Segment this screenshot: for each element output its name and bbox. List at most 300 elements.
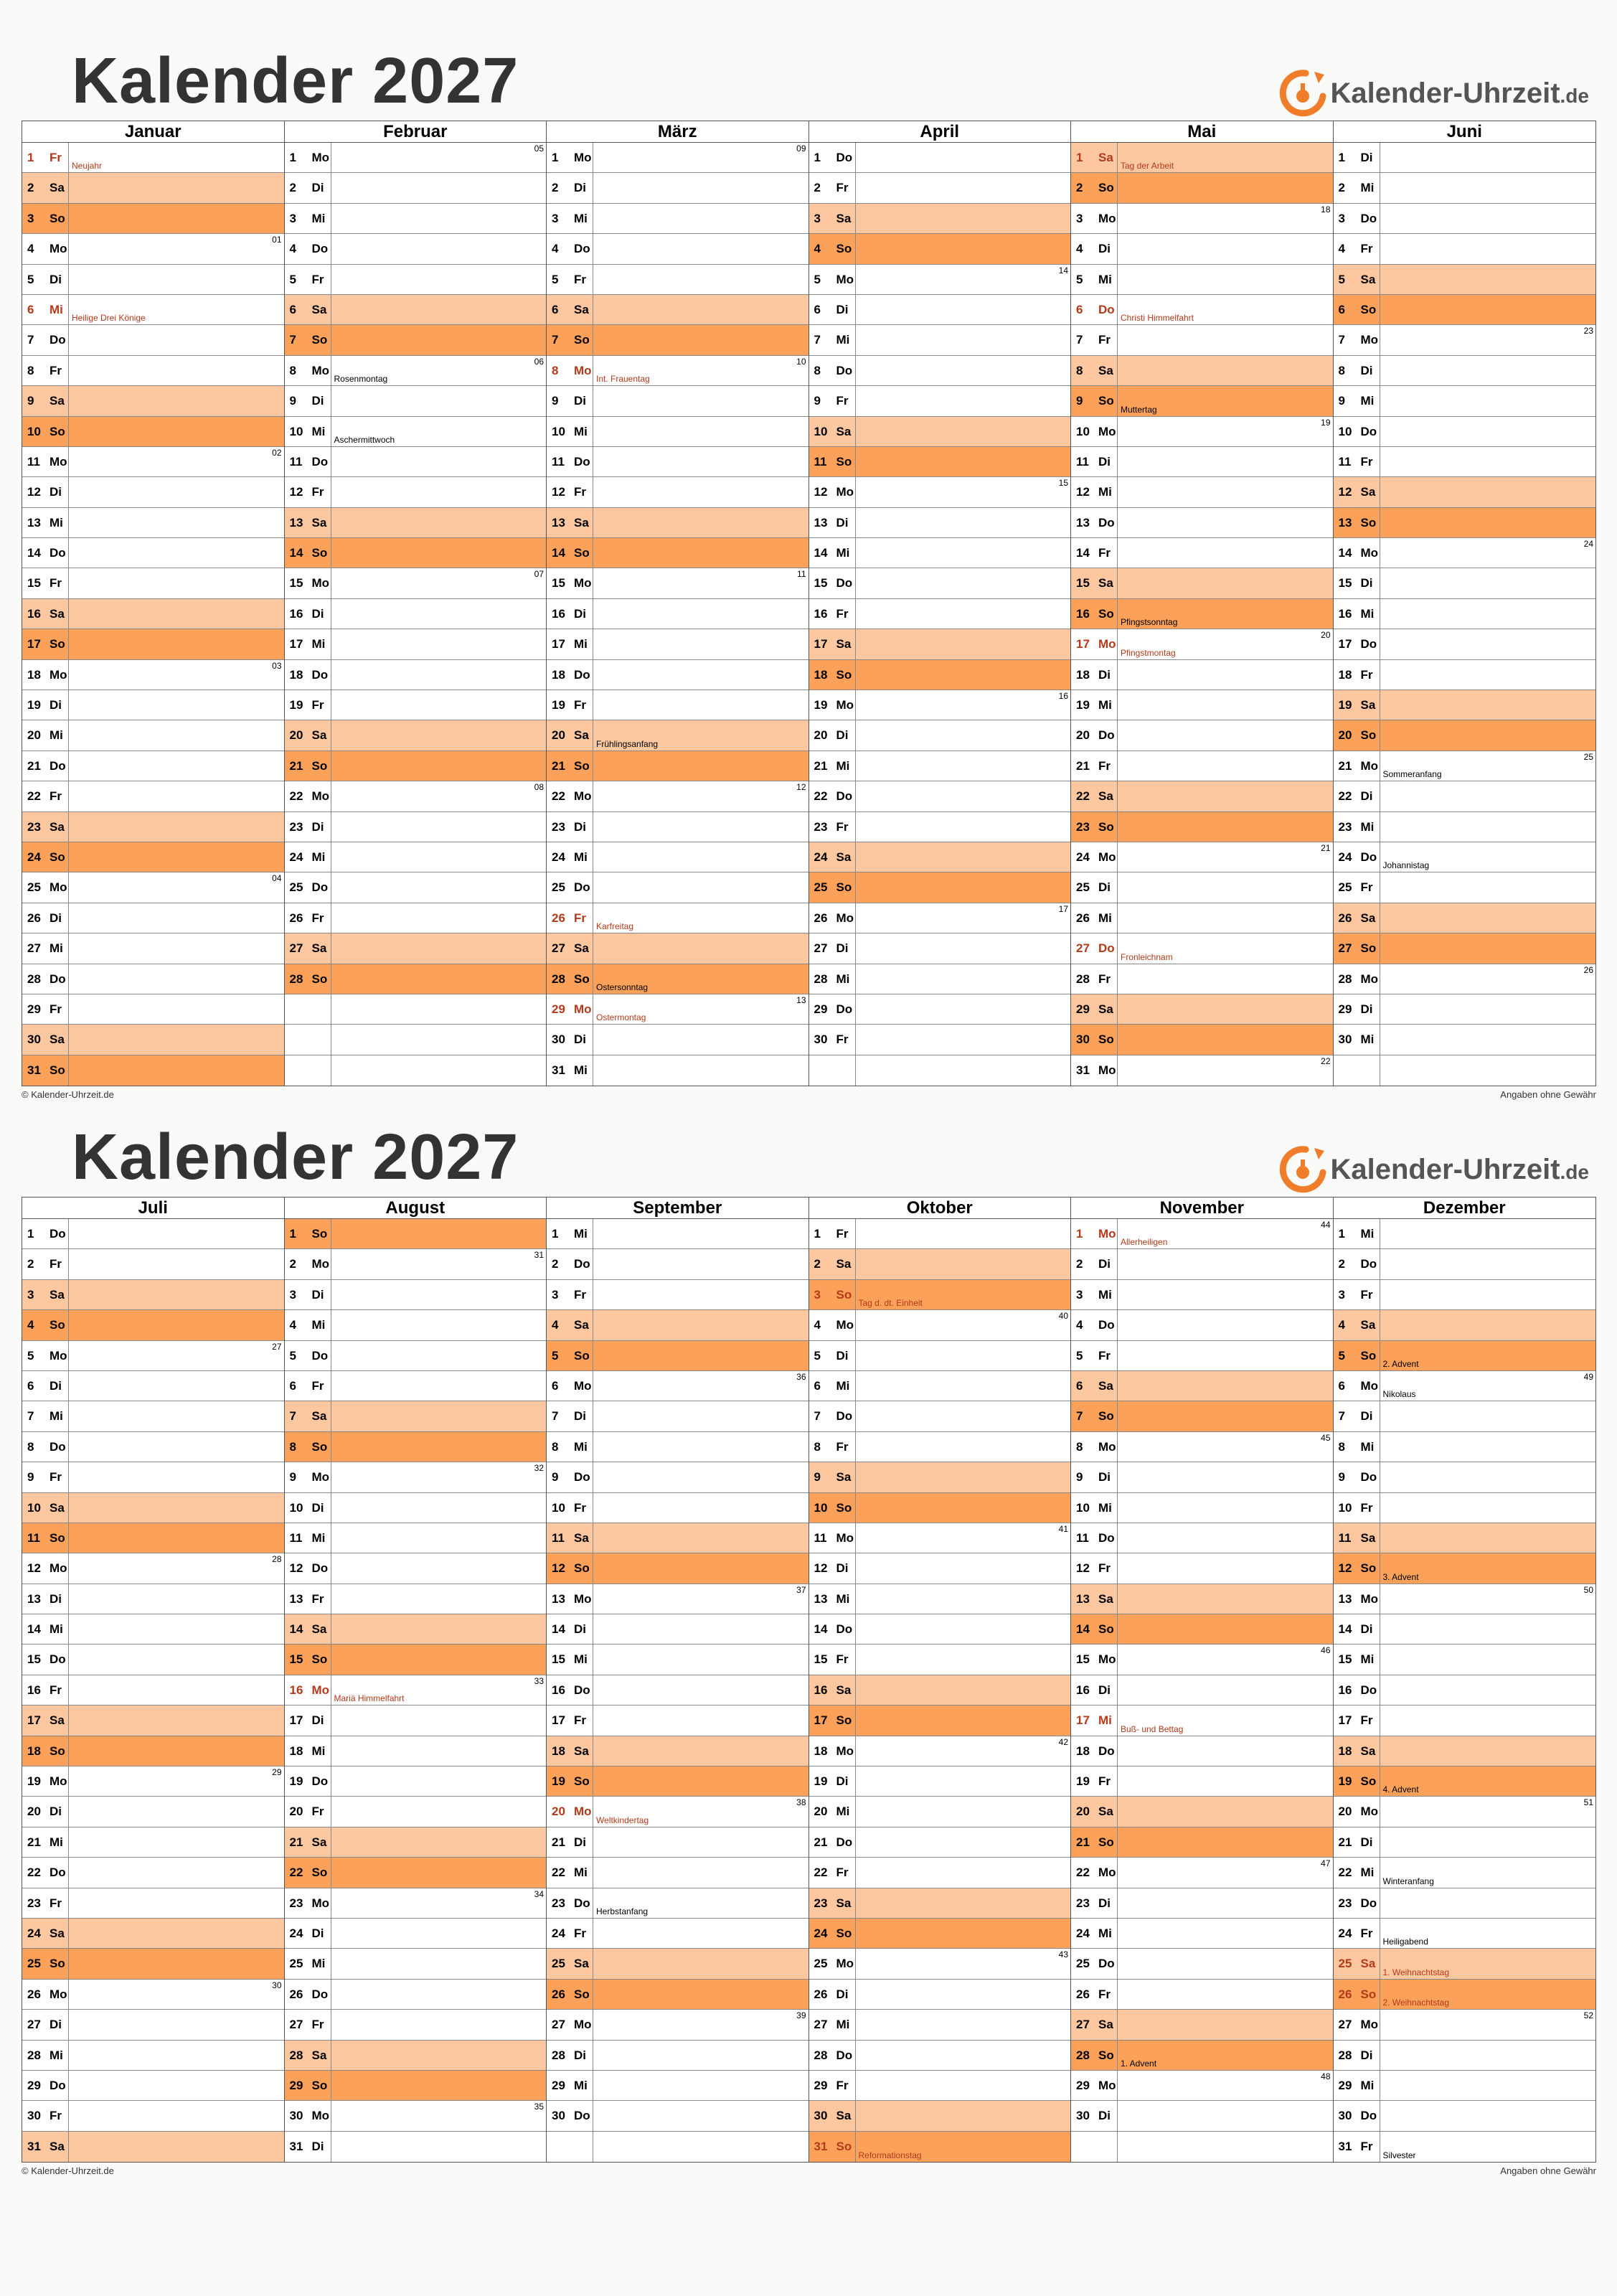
day-number: 27 — [27, 941, 41, 956]
day-row — [1071, 842, 1333, 872]
weekday: Di — [311, 606, 324, 621]
month-column — [1071, 121, 1334, 1086]
weekday: Mo — [1098, 1439, 1116, 1454]
day-number: 23 — [552, 819, 565, 834]
day-label-cell — [547, 1055, 593, 1086]
day-label-cell — [809, 1371, 856, 1401]
day-label-cell — [1071, 629, 1118, 659]
day-row — [285, 1341, 547, 1371]
day-number: 3 — [1076, 211, 1083, 225]
day-number: 29 — [289, 2078, 303, 2092]
day-label-cell — [1071, 933, 1118, 963]
footer-copyright: © Kalender-Uhrzeit.de — [22, 2165, 114, 2176]
day-row — [809, 1055, 1071, 1086]
holiday-label: Frühlingsanfang — [596, 738, 659, 749]
day-number: 10 — [1338, 424, 1352, 438]
weekday: Sa — [574, 302, 589, 316]
day-number: 28 — [1076, 971, 1090, 986]
day-note-cell — [331, 477, 547, 507]
holiday-label: Ostersonntag — [596, 982, 649, 992]
weekday: Do — [1360, 1896, 1377, 1910]
day-note-cell — [69, 994, 284, 1024]
day-row — [547, 1614, 808, 1645]
day-number: 12 — [1338, 485, 1352, 499]
day-row — [1071, 1888, 1333, 1919]
day-label-cell — [547, 1705, 593, 1735]
day-note-cell — [331, 1645, 547, 1674]
day-number: 4 — [1076, 1318, 1083, 1332]
week-number: 44 — [1321, 1220, 1331, 1230]
weekday: Mi — [1360, 1032, 1375, 1047]
day-row — [809, 1493, 1071, 1523]
weekday: Do — [1360, 850, 1377, 864]
day-note-cell — [593, 1858, 808, 1887]
day-number: 14 — [552, 1622, 565, 1637]
day-label-cell — [809, 325, 856, 354]
day-number: 7 — [27, 333, 34, 347]
day-number: 31 — [27, 1063, 41, 1077]
day-row — [809, 1949, 1071, 1979]
weekday: Fr — [50, 1002, 62, 1016]
day-row — [809, 629, 1071, 659]
weekday: Sa — [50, 1713, 65, 1728]
holiday-label: Heilige Drei Könige — [72, 313, 146, 324]
day-note-cell — [593, 1371, 808, 1401]
day-number: 27 — [1338, 2018, 1352, 2032]
day-note-cell — [1118, 386, 1333, 415]
weekday: So — [1098, 1032, 1114, 1047]
day-row — [809, 720, 1071, 751]
weekday: Do — [574, 2109, 590, 2123]
day-label-cell — [547, 1980, 593, 2009]
weekday: Sa — [1360, 1318, 1376, 1332]
weekday: So — [50, 1744, 65, 1758]
day-number: 7 — [1076, 333, 1083, 347]
day-number: 10 — [552, 1500, 565, 1515]
day-number: 1 — [289, 1227, 296, 1241]
weekday: Do — [1098, 1744, 1115, 1758]
day-note-cell — [1380, 508, 1596, 537]
day-number: 6 — [289, 302, 296, 316]
day-number: 26 — [1338, 911, 1352, 925]
day-number: 25 — [1338, 880, 1352, 895]
day-label-cell — [22, 629, 69, 659]
day-note-cell — [331, 1827, 547, 1857]
weekday: Di — [836, 302, 849, 316]
weekday: Mo — [836, 272, 854, 286]
day-note-cell — [1380, 1523, 1596, 1553]
day-number: 19 — [1076, 698, 1090, 712]
day-number: 21 — [289, 758, 303, 773]
day-note-cell — [331, 1249, 547, 1279]
day-number: 28 — [27, 2048, 41, 2062]
weekday: So — [50, 1957, 65, 1971]
weekday: So — [836, 880, 852, 895]
day-row — [1334, 568, 1596, 598]
day-label-cell — [1071, 2101, 1118, 2130]
day-number: 10 — [289, 1500, 303, 1515]
day-note-cell — [1118, 204, 1333, 233]
day-number: 3 — [289, 211, 296, 225]
day-row — [809, 447, 1071, 477]
day-label-cell — [22, 660, 69, 690]
day-number: 7 — [289, 1409, 296, 1424]
day-row — [1071, 417, 1333, 447]
day-row — [547, 204, 808, 234]
day-note-cell — [1118, 1371, 1333, 1401]
day-row — [547, 356, 808, 386]
weekday: Sa — [1360, 485, 1376, 499]
day-note-cell — [1380, 1249, 1596, 1279]
weekday: Mi — [836, 333, 850, 347]
week-number: 08 — [534, 782, 544, 793]
day-number: 18 — [552, 667, 565, 682]
weekday: Di — [1360, 151, 1373, 164]
day-row — [22, 1705, 284, 1736]
day-row — [285, 265, 547, 295]
day-note-cell — [331, 508, 547, 537]
day-row — [285, 477, 547, 507]
day-note-cell — [1380, 1219, 1596, 1248]
month-column — [547, 121, 809, 1086]
day-number: 8 — [814, 1439, 821, 1454]
day-number: 9 — [1076, 394, 1083, 408]
day-number: 25 — [289, 880, 303, 895]
weekday: Do — [1098, 302, 1115, 316]
day-label-cell — [22, 1462, 69, 1492]
day-row — [1334, 356, 1596, 386]
day-row — [1334, 477, 1596, 507]
day-label-cell — [285, 2041, 331, 2070]
day-label-cell — [285, 781, 331, 811]
day-number: 21 — [552, 1835, 565, 1849]
day-row — [809, 1980, 1071, 2010]
day-label-cell — [1071, 1797, 1118, 1826]
day-note-cell — [593, 538, 808, 568]
day-number: 7 — [1076, 1409, 1083, 1424]
weekday: Di — [1098, 454, 1111, 469]
day-note-cell — [593, 1584, 808, 1614]
day-row — [1071, 1219, 1333, 1249]
day-note-cell — [331, 720, 547, 750]
day-row — [547, 1797, 808, 1827]
day-number: 8 — [1338, 1439, 1345, 1454]
weekday: Di — [311, 1926, 324, 1940]
day-number: 18 — [552, 1744, 565, 1758]
day-number: 30 — [1338, 1032, 1352, 1047]
day-label-cell — [22, 2010, 69, 2039]
day-number: 21 — [27, 1835, 41, 1849]
week-number: 22 — [1321, 1055, 1331, 1066]
weekday: Do — [574, 1257, 590, 1271]
day-note-cell — [69, 872, 284, 902]
weekday: Mo — [50, 1348, 67, 1363]
day-row — [809, 1705, 1071, 1736]
day-row — [1334, 1371, 1596, 1401]
day-note-cell — [69, 720, 284, 750]
day-label-cell — [809, 2101, 856, 2130]
weekday: Mi — [1360, 819, 1375, 834]
day-label-cell — [1071, 1645, 1118, 1674]
day-number: 31 — [1338, 2139, 1352, 2153]
day-note-cell — [1380, 1949, 1596, 1978]
day-note-cell — [1118, 2071, 1333, 2100]
weekday: Mi — [574, 1439, 588, 1454]
day-label-cell — [547, 812, 593, 842]
weekday: Fr — [50, 789, 62, 804]
month-header: November — [1071, 1198, 1333, 1219]
day-number: 6 — [1076, 1378, 1083, 1393]
day-note-cell — [331, 690, 547, 720]
day-label-cell — [285, 447, 331, 476]
weekday: Do — [836, 1409, 853, 1424]
day-number: 11 — [552, 454, 565, 469]
day-number: 13 — [1338, 515, 1352, 530]
day-note-cell — [69, 1888, 284, 1918]
week-number: 14 — [1058, 265, 1068, 276]
day-label-cell — [1334, 1523, 1380, 1553]
day-number: 29 — [814, 2078, 828, 2092]
holiday-label: Aschermittwoch — [334, 434, 395, 445]
weekday: Di — [1098, 242, 1111, 256]
weekday: Mo — [836, 1530, 854, 1545]
day-note-cell — [331, 538, 547, 568]
day-number: 11 — [289, 454, 303, 469]
day-note-cell — [856, 1219, 1071, 1248]
weekday: So — [1098, 819, 1114, 834]
day-label-cell — [1071, 1055, 1118, 1086]
weekday: Mi — [1098, 698, 1112, 712]
day-note-cell — [856, 1919, 1071, 1948]
day-number: 4 — [1338, 1318, 1345, 1332]
day-label-cell — [1334, 1584, 1380, 1614]
day-number: 28 — [1338, 2048, 1352, 2062]
day-note-cell — [1118, 477, 1333, 507]
day-row — [1071, 1797, 1333, 1827]
day-row — [547, 1766, 808, 1797]
weekday: Sa — [836, 1257, 852, 1271]
day-number: 19 — [552, 1774, 565, 1789]
weekday: So — [574, 1561, 590, 1576]
day-number: 4 — [814, 1318, 821, 1332]
day-note-cell — [856, 325, 1071, 354]
holiday-label: Winteranfang — [1382, 1876, 1434, 1886]
day-note-cell — [1118, 1055, 1333, 1086]
day-number: 20 — [814, 728, 828, 743]
day-label-cell — [547, 1888, 593, 1918]
day-note-cell — [69, 1858, 284, 1887]
weekday: Mo — [836, 1744, 854, 1758]
weekday: Fr — [836, 1439, 849, 1454]
weekday: So — [1098, 2048, 1114, 2062]
day-note-cell — [1118, 143, 1333, 172]
day-number: 26 — [814, 1987, 828, 2001]
day-number: 9 — [1338, 1470, 1345, 1485]
day-label-cell — [547, 1371, 593, 1401]
day-note-cell — [331, 1055, 547, 1086]
weekday: Fr — [50, 576, 62, 591]
day-number: 2 — [1338, 181, 1345, 195]
day-note-cell — [1118, 720, 1333, 750]
day-row — [1334, 2071, 1596, 2101]
day-note-cell — [593, 781, 808, 811]
day-row — [1334, 325, 1596, 355]
day-number: 2 — [27, 181, 34, 195]
holiday-label: Buß- und Bettag — [1121, 1723, 1184, 1734]
weekday: Do — [311, 1774, 329, 1789]
day-row — [1334, 1493, 1596, 1523]
day-label-cell — [547, 1584, 593, 1614]
day-note-cell — [69, 447, 284, 476]
day-label-cell — [547, 143, 593, 172]
day-note-cell — [593, 1736, 808, 1766]
logo — [1277, 1141, 1589, 1198]
weekday: Di — [311, 394, 324, 408]
day-note-cell — [856, 356, 1071, 385]
day-number: 11 — [1338, 454, 1352, 469]
weekday: So — [836, 242, 852, 256]
weekday: Mo — [311, 789, 330, 804]
weekday: Sa — [311, 1409, 327, 1424]
day-label-cell — [285, 599, 331, 629]
weekday: So — [574, 1774, 590, 1789]
day-label-cell — [547, 325, 593, 354]
day-label-cell — [22, 143, 69, 172]
holiday-label: Int. Frauentag — [596, 374, 650, 385]
day-label-cell — [1334, 872, 1380, 902]
day-row — [1071, 751, 1333, 781]
day-row — [22, 2132, 284, 2162]
day-note-cell — [1380, 629, 1596, 659]
day-row — [547, 568, 808, 598]
weekday: Mo — [1098, 211, 1116, 225]
day-number: 17 — [552, 637, 565, 651]
day-label-cell — [1071, 1827, 1118, 1857]
day-row — [1334, 1858, 1596, 1888]
day-label-cell — [22, 1310, 69, 1340]
day-number: 10 — [27, 1500, 41, 1515]
weekday: Mo — [574, 1002, 592, 1016]
day-row — [1071, 660, 1333, 690]
day-note-cell — [1380, 1341, 1596, 1370]
day-label-cell — [809, 1949, 856, 1978]
day-row — [1334, 204, 1596, 234]
week-number: 17 — [1058, 903, 1068, 914]
day-row — [1071, 1858, 1333, 1888]
day-row — [809, 356, 1071, 386]
weekday: Mi — [836, 546, 850, 560]
weekday: Mo — [836, 485, 854, 499]
day-row — [22, 508, 284, 538]
day-number: 14 — [27, 546, 41, 560]
day-label-cell — [809, 143, 856, 172]
day-number: 13 — [1338, 1591, 1352, 1606]
weekday: So — [50, 1530, 65, 1545]
weekday: Sa — [311, 2048, 327, 2062]
day-row — [22, 1249, 284, 1279]
day-number: 19 — [814, 698, 828, 712]
day-row — [1334, 143, 1596, 173]
day-label-cell — [1334, 1827, 1380, 1857]
day-label-cell — [22, 1219, 69, 1248]
day-note-cell — [856, 1401, 1071, 1431]
day-label-cell — [1071, 1493, 1118, 1523]
day-row — [22, 2071, 284, 2101]
day-row — [1071, 1493, 1333, 1523]
weekday: So — [574, 971, 590, 986]
weekday: So — [836, 1500, 852, 1515]
day-row — [809, 751, 1071, 781]
day-row — [1071, 386, 1333, 416]
day-label-cell — [1071, 295, 1118, 324]
day-row — [547, 508, 808, 538]
day-row — [285, 2132, 547, 2162]
day-note-cell — [69, 1919, 284, 1948]
day-note-cell — [331, 1888, 547, 1918]
day-label-cell — [809, 781, 856, 811]
day-note-cell — [69, 2041, 284, 2070]
day-number: 14 — [1076, 546, 1090, 560]
weekday: So — [311, 758, 328, 773]
day-row — [22, 1827, 284, 1858]
day-label-cell — [1071, 1310, 1118, 1340]
day-row — [285, 204, 547, 234]
day-label-cell — [285, 204, 331, 233]
day-number: 15 — [1338, 576, 1352, 591]
day-note-cell — [1380, 842, 1596, 872]
day-label-cell — [1071, 1584, 1118, 1614]
weekday: Di — [836, 515, 849, 530]
weekday: Di — [574, 819, 586, 834]
weekday: Di — [311, 1500, 324, 1515]
day-note-cell — [856, 812, 1071, 842]
day-note-cell — [331, 1341, 547, 1370]
day-note-cell — [1380, 751, 1596, 781]
weekday: Mi — [50, 1835, 63, 1849]
day-label-cell — [547, 781, 593, 811]
weekday: So — [1098, 606, 1114, 621]
day-number: 3 — [814, 211, 821, 225]
weekday: Di — [50, 911, 62, 925]
weekday: Fr — [1360, 454, 1373, 469]
day-label-cell — [547, 568, 593, 598]
weekday: Do — [311, 880, 329, 895]
day-label-cell — [285, 872, 331, 902]
week-number: 42 — [1058, 1736, 1068, 1747]
day-number: 30 — [552, 1032, 565, 1047]
day-label-cell — [547, 2101, 593, 2130]
weekday: So — [574, 546, 590, 560]
day-row — [809, 2132, 1071, 2162]
day-number: 24 — [27, 1926, 41, 1940]
day-note-cell — [331, 1219, 547, 1248]
day-label-cell — [1334, 1553, 1380, 1583]
day-row — [809, 903, 1071, 933]
day-number: 2 — [289, 1257, 296, 1271]
day-note-cell — [331, 1025, 547, 1054]
week-number: 28 — [272, 1554, 282, 1565]
day-row — [285, 1432, 547, 1462]
day-note-cell — [331, 2101, 547, 2130]
day-row — [22, 781, 284, 811]
day-note-cell — [1380, 1432, 1596, 1462]
day-row — [1071, 781, 1333, 811]
day-note-cell — [856, 2010, 1071, 2039]
day-label-cell — [547, 994, 593, 1024]
day-note-cell — [331, 265, 547, 294]
weekday: Fr — [50, 1470, 62, 1485]
day-row — [547, 447, 808, 477]
